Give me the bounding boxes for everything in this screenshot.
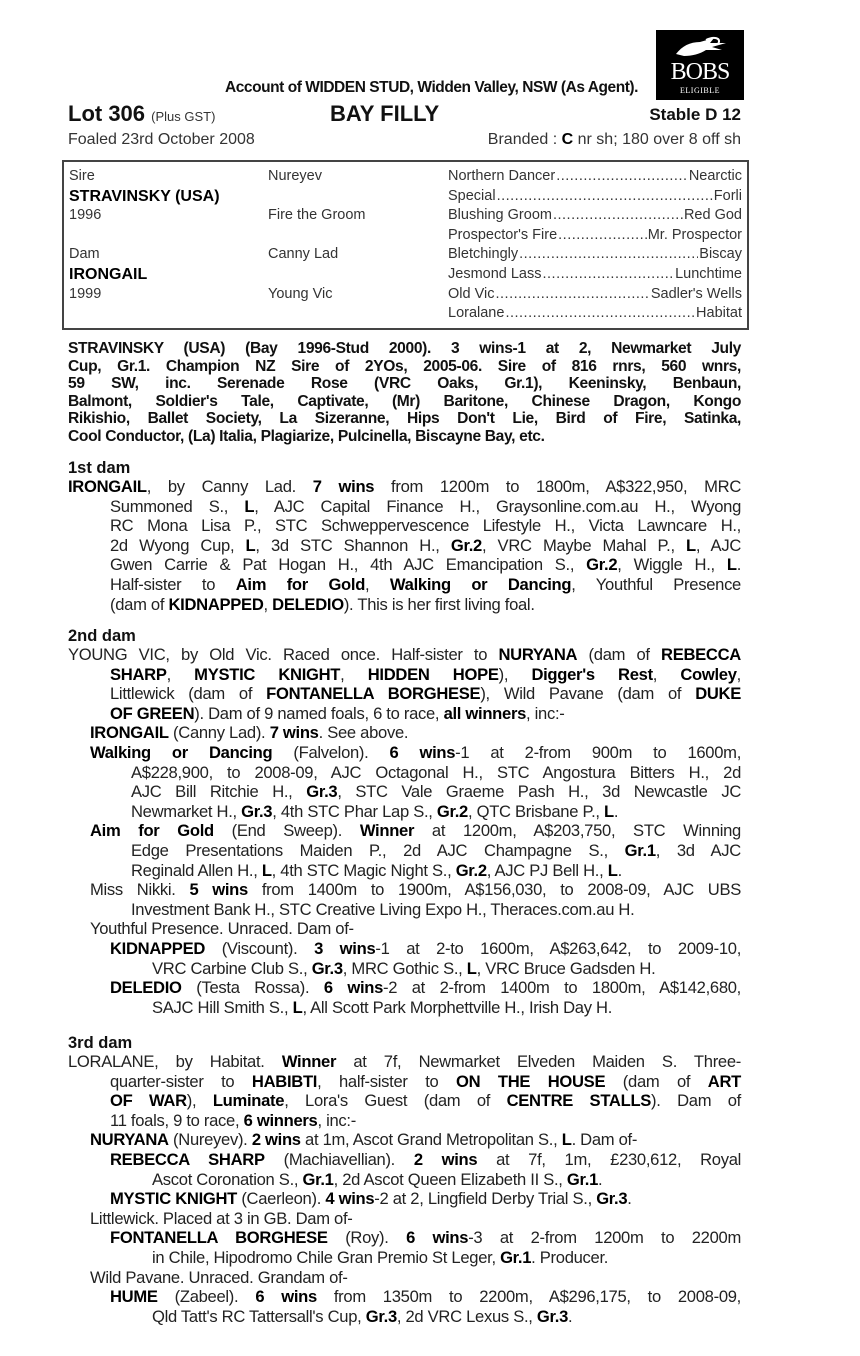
bold-text: DUKE	[695, 684, 742, 704]
text: (Zabeel).	[157, 1287, 256, 1307]
entry-line	[68, 1228, 741, 1248]
text: ,	[166, 664, 195, 684]
logo-brand: BOBS	[670, 59, 730, 85]
text: , All Scott Park Morphettville H., Irish Day H.	[302, 997, 613, 1017]
text: .	[598, 1169, 603, 1189]
bold-text: Gr.3	[306, 782, 338, 802]
text: Miss Nikki.	[90, 880, 190, 900]
bold-text: OF WAR	[110, 1091, 187, 1111]
bold-text: FONTANELLA BORGHESE	[110, 1228, 328, 1248]
bold-text: Gr.3	[536, 1306, 568, 1326]
text: -1 at 2-to 1600m, A$263,642, to 2009-10,	[375, 938, 742, 958]
entry-line	[68, 743, 741, 763]
pedigree-grandparent: Nureyev	[268, 168, 322, 184]
text: at 7f, Newmarket Elveden Maiden S. Three-	[336, 1052, 742, 1071]
pedigree-dam-sire: Red God	[683, 207, 742, 224]
text: , VRC Maybe Mahal P.,	[481, 535, 687, 555]
bold-text: Gr.3	[241, 801, 273, 821]
brand-info	[488, 131, 741, 149]
horse-head-icon	[670, 34, 730, 62]
text: ,	[340, 664, 368, 684]
pedigree-grandparent: Canny Lad	[268, 246, 339, 263]
bold-text: 3 wins	[314, 938, 376, 958]
text: , AJC PJ Bell H.,	[486, 860, 608, 880]
entry-line	[68, 782, 741, 802]
text: , AJC	[695, 535, 742, 555]
bold-text: 6 wins	[406, 1228, 469, 1248]
summary-line: Cool Conductor, (La) Italia, Plagiarize, Pulcinella, Biscayne Bay, etc.	[68, 427, 545, 445]
pedigree-dam-sire: Sadler's Wells	[650, 285, 742, 302]
pedigree-entry	[68, 645, 741, 723]
text: Reginald Allen H.,	[131, 860, 262, 880]
pedigree-grandparent: Young Vic	[268, 285, 333, 302]
bold-text: 6 wins	[389, 742, 456, 762]
text: (Viscount).	[205, 938, 315, 958]
pedigree-dam-sire: Lunchtime	[675, 266, 742, 282]
text: , inc:-	[317, 1110, 356, 1130]
bold-text: 4 wins	[325, 1189, 375, 1209]
bold-text: Walking or Dancing	[90, 742, 273, 762]
first-dam-section	[68, 459, 741, 614]
entry-line	[68, 998, 741, 1018]
bold-text: Gr.1	[302, 1169, 334, 1189]
gst-note: (Plus GST)	[151, 109, 216, 124]
text: -2 at 2, Lingfield Derby Trial S.,	[374, 1189, 597, 1209]
text: , AJC Capital Finance H., Graysonline.com.au H., Wyong	[254, 496, 742, 516]
entry-line	[68, 900, 741, 920]
pedigree-row	[64, 206, 747, 226]
bold-text: KIDNAPPED	[110, 938, 206, 958]
text: ),	[498, 664, 532, 684]
entry-line	[68, 684, 741, 704]
text: (Caerleon).	[237, 1189, 326, 1209]
text: ). Dam of 9 named foals, 6 to race,	[194, 703, 444, 723]
entry-line	[68, 763, 741, 783]
text: Newmarket H.,	[131, 801, 242, 821]
pedigree-entry	[68, 1268, 741, 1288]
pedigree-entry	[68, 1228, 741, 1267]
entry-line	[68, 880, 741, 900]
text: , MRC Gothic S.,	[342, 958, 467, 978]
pedigree-dam-sire: Biscay	[699, 246, 742, 263]
entry-line	[68, 704, 741, 724]
bold-text: Aim for Gold	[90, 821, 214, 841]
text: at 1200m, A$203,750, STC Winning	[414, 821, 741, 841]
text: Investment Bank H., STC Creative Living Expo H., Theraces.com.au H.	[131, 899, 635, 919]
bold-text: Gr.1	[566, 1169, 599, 1189]
bold-text: 7 wins	[269, 723, 319, 743]
bold-text: NURYANA	[498, 645, 578, 664]
text: ,	[365, 574, 390, 594]
lot-number	[68, 101, 215, 127]
pedigree-great-grandparents	[448, 245, 742, 265]
branded-label: Branded :	[487, 131, 562, 148]
entry-line	[68, 555, 741, 575]
text: SAJC Hill Smith S.,	[152, 997, 293, 1017]
vendor-account: Account of WIDDEN STUD, Widden Valley, NSW (As Agent).	[224, 79, 638, 96]
bold-text: Aim for Gold	[235, 574, 366, 594]
bold-text: L	[726, 555, 737, 575]
text: ). Dam of	[651, 1091, 741, 1111]
pedigree-entry	[68, 1287, 741, 1326]
bold-text: Winner	[281, 1052, 337, 1071]
pedigree-grandparent: Fire the Groom	[268, 207, 366, 224]
text: .	[568, 1306, 573, 1326]
entry-line	[68, 1307, 741, 1327]
entry-line	[68, 536, 741, 556]
bold-text: HUME	[110, 1287, 158, 1307]
summary-line: 59 SW, inc. Serenade Rose (VRC Oaks, Gr.1), Keeninsky, Benbaun,	[68, 375, 741, 392]
text: ), Wild Pavane (dam of	[480, 684, 696, 704]
text: in Chile, Hipodromo Chile Gran Premio St Leger,	[152, 1247, 501, 1267]
bold-text: Cowley	[680, 664, 737, 684]
bold-text: Gr.2	[455, 860, 487, 880]
dot-leader	[558, 226, 647, 246]
branded-detail: nr sh; 180 over 8 off sh	[573, 131, 741, 148]
pedigree-great-grandparents	[448, 265, 742, 285]
bold-text: Digger's Rest	[531, 664, 653, 684]
entry-line	[68, 821, 741, 841]
entry-line	[68, 645, 741, 665]
bold-text: ON THE HOUSE	[456, 1071, 606, 1091]
text: Youthful Presence. Unraced. Dam of-	[90, 919, 354, 939]
bold-text: L	[604, 801, 614, 821]
bold-text: Winner	[359, 821, 415, 841]
entry-line	[68, 1170, 741, 1190]
text: ,	[263, 594, 273, 614]
summary-line: Balmont, Soldier's Tale, Captivate, (Mr) Baritone, Chinese Dragon, Kongo	[68, 392, 741, 410]
bold-text: 2 wins	[251, 1130, 301, 1150]
text: (Machiavellian).	[264, 1149, 414, 1169]
text: , 2d VRC Lexus S.,	[396, 1306, 537, 1326]
text: , Wiggle H.,	[617, 555, 727, 575]
pedigree-dam-sire: Nearctic	[688, 168, 742, 184]
text: , by Canny Lad.	[146, 477, 313, 496]
pedigree-parent: 1996	[69, 207, 102, 224]
bold-text: 6 wins	[323, 978, 384, 998]
text: , inc:-	[526, 703, 565, 723]
pedigree-entry	[68, 1150, 741, 1189]
pedigree-entry	[68, 978, 741, 1017]
entry-line	[68, 959, 741, 979]
text: -2 at 2-from 1400m to 1800m, A$142,680,	[383, 978, 741, 998]
pedigree-entry	[68, 880, 741, 919]
text: ,	[736, 664, 741, 684]
text: Littlewick. Placed at 3 in GB. Dam of-	[90, 1208, 353, 1228]
bold-text: FONTANELLA BORGHESE	[266, 684, 481, 704]
text: , QTC Brisbane P.,	[467, 801, 605, 821]
text: at 1m, Ascot Grand Metropolitan S.,	[300, 1130, 562, 1150]
entry-line	[68, 1072, 741, 1092]
text: Wild Pavane. Unraced. Grandam of-	[90, 1267, 348, 1287]
bold-text: 6 winners	[243, 1110, 318, 1130]
entry-line	[68, 861, 741, 881]
pedigree-table	[62, 160, 749, 330]
bold-text: CENTRE STALLS	[506, 1091, 652, 1111]
text: (Nureyev).	[168, 1130, 252, 1150]
text: Littlewick (dam of	[110, 684, 267, 704]
bold-text: L	[607, 860, 618, 880]
text: from 1400m to 1900m, A$156,030, to 2008-09, AJC UBS	[247, 880, 741, 900]
brand-mark: C	[561, 131, 574, 148]
section-heading: 2nd dam	[68, 627, 136, 645]
bold-text: 5 wins	[189, 880, 248, 900]
bold-text: Gr.2	[436, 801, 468, 821]
text: .	[627, 1189, 632, 1209]
logo-subtitle: ELIGIBLE	[680, 86, 720, 95]
pedigree-entry	[68, 1052, 741, 1130]
pedigree-dam-sire: Habitat	[696, 305, 742, 322]
text: quarter-sister to	[110, 1071, 252, 1091]
lot-label: Lot 306	[68, 101, 146, 126]
bobs-eligible-logo	[656, 30, 744, 100]
bold-text: L	[244, 496, 255, 516]
bold-text: Gr.2	[450, 535, 482, 555]
pedigree-sire-line: Old Vic	[448, 285, 495, 302]
pedigree-entry	[68, 939, 741, 978]
text: -1 at 2-from 900m to 1600m,	[455, 742, 742, 762]
pedigree-row	[64, 285, 747, 305]
dot-leader	[519, 245, 698, 265]
summary-line: Rikishio, Ballet Society, La Sizeranne, Hips Don't Lie, Bird of Fire, Satinka,	[68, 410, 741, 427]
bold-text: DELEDIO	[110, 978, 182, 998]
text: , STC Vale Graeme Pash H., 3d Newcastle JC	[337, 782, 742, 802]
entry-line	[68, 1248, 741, 1268]
pedigree-sire-line: Loralane	[448, 305, 505, 322]
text: . See above.	[318, 723, 409, 743]
pedigree-sire-line: Prospector's Fire	[448, 226, 558, 243]
pedigree-entry	[68, 1130, 741, 1150]
pedigree-great-grandparents	[448, 285, 742, 305]
bold-text: L	[466, 958, 477, 978]
text: (dam of	[110, 594, 169, 614]
pedigree-row	[64, 187, 747, 207]
pedigree-great-grandparents	[448, 187, 742, 207]
summary-line: Cup, Gr.1. Champion NZ Sire of 2YOs, 2005-06. Sire of 816 rnrs, 560 wnrs,	[68, 357, 741, 375]
section-heading: 1st dam	[68, 459, 131, 477]
text: (dam of	[605, 1071, 708, 1091]
entry-line	[68, 1111, 741, 1131]
pedigree-parent: Dam	[69, 246, 100, 263]
text: , Youthful Presence	[571, 574, 741, 594]
pedigree-great-grandparents	[448, 206, 742, 226]
text: . Producer.	[531, 1247, 609, 1267]
entry-line	[68, 723, 741, 743]
text: 11 foals, 9 to race,	[110, 1110, 244, 1130]
third-dam-section	[68, 1034, 741, 1326]
entry-line	[68, 1189, 741, 1209]
bold-text: MYSTIC KNIGHT	[110, 1189, 238, 1209]
text: . Dam of-	[571, 1130, 638, 1150]
bold-text: IRONGAIL	[90, 723, 169, 743]
text: .	[736, 555, 741, 575]
bold-text: NURYANA	[90, 1130, 169, 1150]
bold-text: Gr.2	[586, 555, 618, 575]
bold-text: HIDDEN HOPE	[367, 664, 499, 684]
text: AJC Bill Ritchie H.,	[131, 782, 307, 802]
text: , 3d STC Shannon H.,	[255, 535, 451, 555]
text: YOUNG VIC, by Old Vic. Raced once. Half-sister to	[68, 645, 499, 664]
pedigree-parent: IRONGAIL	[69, 266, 148, 283]
text: (End Sweep).	[213, 821, 360, 841]
text: ). This is her first living foal.	[343, 594, 535, 614]
sire-summary	[68, 340, 741, 445]
pedigree-entry	[68, 1209, 741, 1229]
text: A$228,900, to 2008-09, AJC Octagonal H., STC Angostura Bitters H., 2d	[131, 762, 741, 782]
pedigree-sire-line: Bletchingly	[448, 246, 519, 263]
text: Qld Tatt's RC Tattersall's Cup,	[152, 1306, 366, 1326]
bold-text: 2 wins	[413, 1149, 478, 1169]
bold-text: DELEDIO	[272, 594, 344, 614]
pedigree-dam-sire: Mr. Prospector	[647, 226, 742, 243]
entry-line	[68, 1052, 741, 1072]
horse-description: BAY FILLY	[330, 101, 440, 126]
text: VRC Carbine Club S.,	[152, 958, 312, 978]
pedigree-dam-sire: Forli	[713, 187, 742, 204]
text: from 1200m to 1800m, A$322,950, MRC	[374, 477, 741, 496]
bold-text: KIDNAPPED	[168, 594, 264, 614]
bold-text: L	[561, 1130, 572, 1150]
text: , 4th STC Phar Lap S.,	[272, 801, 437, 821]
bold-text: ART	[707, 1071, 741, 1091]
stable-location: Stable D 12	[649, 105, 741, 124]
text: Half-sister to	[110, 574, 236, 594]
text: .	[617, 860, 622, 880]
pedigree-sire-line: Jesmond Lass	[448, 266, 542, 282]
text: , 3d AJC	[655, 840, 741, 860]
entry-line	[68, 802, 741, 822]
bold-text: REBECCA	[661, 645, 741, 664]
text: at 7f, 1m, £230,612, Royal	[477, 1149, 742, 1169]
dot-leader	[505, 304, 695, 324]
bold-text: L	[292, 997, 303, 1017]
entry-line	[68, 1287, 741, 1307]
text: (Canny Lad).	[168, 723, 270, 743]
bold-text: Gr.1	[500, 1247, 532, 1267]
pedigree-row	[64, 226, 747, 246]
pedigree-sire-line: Special	[448, 187, 496, 204]
bold-text: Gr.3	[365, 1306, 397, 1326]
bold-text: all winners	[443, 703, 527, 723]
text: , half-sister to	[317, 1071, 456, 1091]
entry-line	[68, 516, 741, 536]
bold-text: Gr.3	[596, 1189, 628, 1209]
bold-text: IRONGAIL	[68, 477, 147, 496]
bold-text: Walking or Dancing	[389, 574, 572, 594]
pedigree-parent: 1999	[69, 285, 102, 302]
entry-line	[68, 665, 741, 685]
bold-text: Luminate	[212, 1091, 285, 1111]
entry-line	[68, 477, 741, 497]
bold-text: HABIBTI	[251, 1071, 318, 1091]
bold-text: L	[686, 535, 696, 555]
bold-text: SHARP	[110, 664, 167, 684]
text: ,	[652, 664, 681, 684]
dot-leader	[495, 285, 649, 305]
pedigree-great-grandparents	[448, 226, 742, 246]
entry-line	[68, 1268, 741, 1288]
foaled-date: Foaled 23rd October 2008	[68, 131, 255, 148]
bold-text: 7 wins	[312, 477, 375, 496]
text: Gwen Carrie & Pat Hogan H., 4th AJC Emancipation S.,	[110, 555, 587, 575]
text: from 1350m to 2200m, A$296,175, to 2008-09,	[316, 1287, 741, 1307]
text: (Roy).	[327, 1228, 407, 1248]
pedigree-entry	[68, 821, 741, 880]
entry-line	[68, 1091, 741, 1111]
section-heading: 3rd dam	[68, 1034, 133, 1052]
entry-line	[68, 1130, 741, 1150]
text: 2d Wyong Cup,	[110, 535, 246, 555]
bold-text: Gr.1	[624, 840, 656, 860]
pedigree-row	[64, 167, 747, 187]
pedigree-sire-line: Blushing Groom	[448, 207, 552, 224]
pedigree-parent: STRAVINSKY (USA)	[69, 187, 220, 205]
pedigree-entry	[68, 723, 741, 743]
bold-text: L	[245, 535, 256, 555]
pedigree-entry	[68, 743, 741, 821]
entry-line	[68, 978, 741, 998]
pedigree-entry	[68, 919, 741, 939]
text: (Falvelon).	[272, 742, 390, 762]
text: .	[613, 801, 619, 821]
pedigree-row	[64, 265, 747, 285]
pedigree-great-grandparents	[448, 167, 742, 187]
text: ),	[186, 1091, 213, 1111]
entry-line	[68, 497, 741, 517]
text: , VRC Bruce Gadsden H.	[476, 958, 656, 978]
dot-leader	[497, 187, 713, 207]
dot-leader	[556, 167, 688, 187]
bold-text: REBECCA SHARP	[110, 1149, 265, 1169]
text: RC Mona Lisa P., STC Schweppervescence Lifestyle H., Victa Lawncare H.,	[110, 516, 741, 536]
entry-line	[68, 919, 741, 939]
bold-text: MYSTIC KNIGHT	[194, 664, 341, 684]
text: LORALANE, by Habitat.	[68, 1052, 282, 1071]
bold-text: 6 wins	[255, 1287, 317, 1307]
dot-leader	[543, 265, 675, 285]
entry-line	[68, 841, 741, 861]
entry-line	[68, 1150, 741, 1170]
entry-line	[68, 1209, 741, 1229]
text: , 2d Ascot Queen Elizabeth II S.,	[333, 1169, 567, 1189]
pedigree-parent: Sire	[69, 168, 95, 184]
text: Edge Presentations Maiden P., 2d AJC Champagne S.,	[131, 840, 625, 860]
bold-text: L	[261, 860, 272, 880]
bold-text: Gr.3	[311, 958, 343, 978]
pedigree-row	[64, 304, 747, 324]
text: Summoned S.,	[110, 496, 245, 516]
text: , 4th STC Magic Night S.,	[271, 860, 456, 880]
pedigree-entry	[68, 1189, 741, 1209]
second-dam-section	[68, 627, 741, 1017]
text: , Lora's Guest (dam of	[284, 1091, 507, 1111]
text: Ascot Coronation S.,	[152, 1169, 303, 1189]
entry-line	[68, 575, 741, 595]
entry-line	[68, 939, 741, 959]
pedigree-entry	[68, 477, 741, 614]
text: -3 at 2-from 1200m to 2200m	[468, 1228, 741, 1248]
pedigree-sire-line: Northern Dancer	[448, 168, 556, 184]
text: (Testa Rossa).	[181, 978, 324, 998]
pedigree-great-grandparents	[448, 304, 742, 324]
dot-leader	[553, 206, 683, 226]
bold-text: OF GREEN	[110, 703, 195, 723]
entry-line	[68, 595, 741, 615]
pedigree-row	[64, 245, 747, 265]
text: (dam of	[577, 645, 662, 664]
summary-line: STRAVINSKY (USA) (Bay 1996-Stud 2000). 3 wins-1 at 2, Newmarket July	[68, 340, 741, 357]
